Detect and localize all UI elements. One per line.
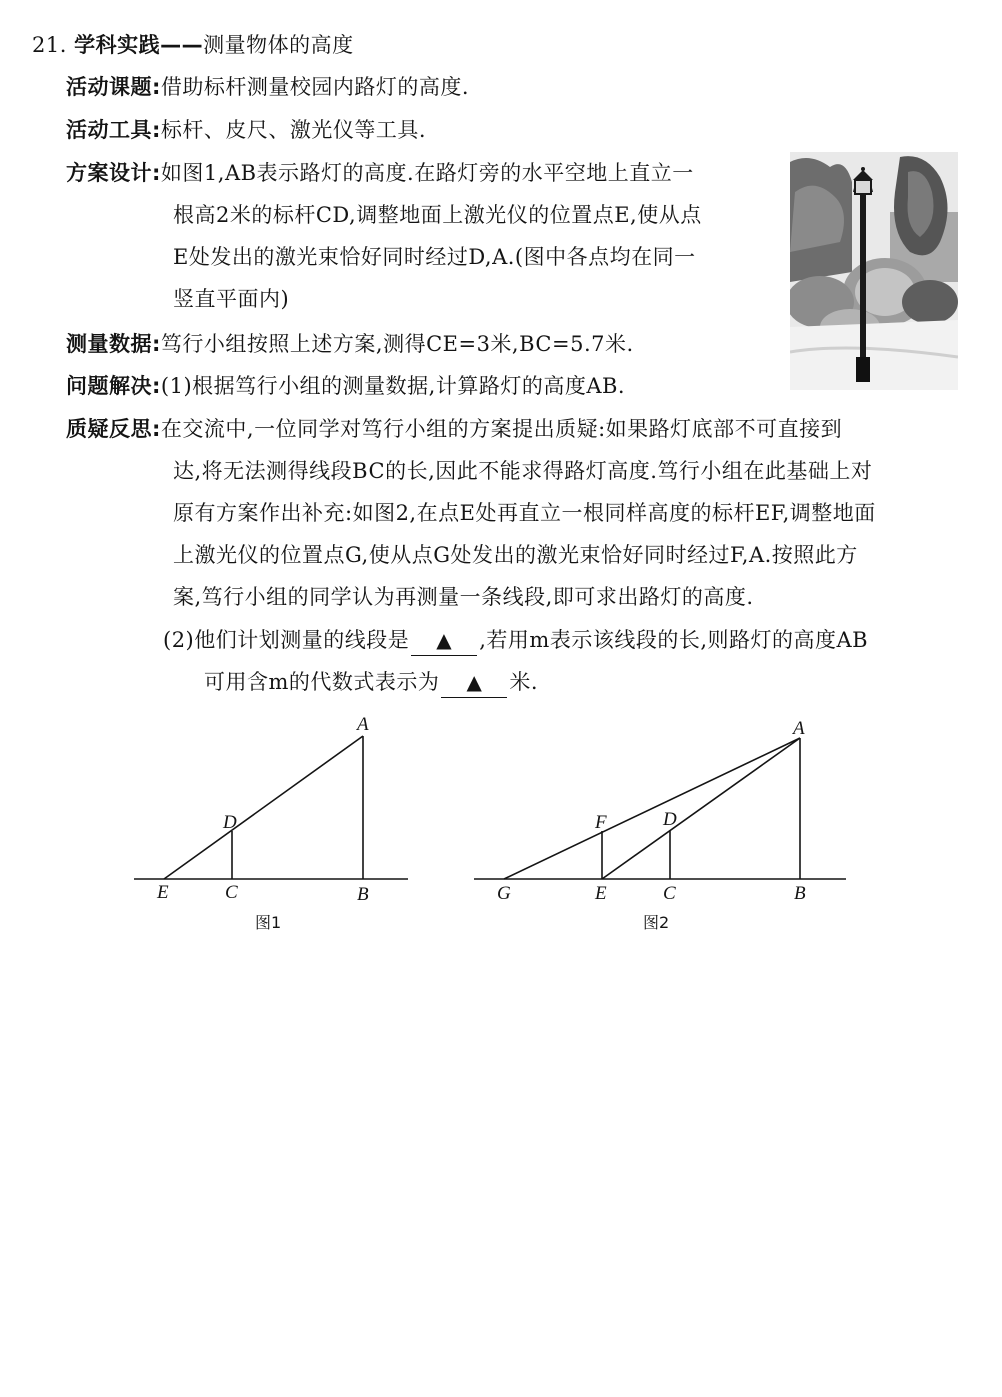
street-lamp-photo — [790, 152, 958, 390]
question-2-line-1 — [163, 625, 868, 656]
activity-topic-text: 借助标杆测量校园内路灯的高度. — [160, 75, 470, 99]
reflect-line-2: 达,将无法测得线段BC的长,因此不能求得路灯高度.笃行小组在此基础上对 — [173, 459, 873, 483]
question-2-line-2 — [204, 667, 538, 698]
design-line-1 — [66, 158, 694, 188]
beam-line-ea — [602, 738, 800, 879]
activity-topic-label: 活动课题: — [66, 75, 161, 99]
label-c: C — [663, 883, 676, 904]
label-e: E — [157, 882, 169, 903]
beam-line-ga — [504, 738, 800, 879]
problem-number: 21. — [32, 33, 67, 57]
reflect-line-3: 原有方案作出补充:如图2,在点E处再直立一根同样高度的标杆EF,调整地面 — [173, 501, 876, 525]
label-f: F — [595, 812, 607, 833]
label-d: D — [223, 812, 237, 833]
figure-2 — [468, 710, 853, 910]
problem-solving — [66, 371, 625, 401]
triangle-icon: ▲ — [436, 628, 453, 652]
q2-part-b: ,若用m表示该线段的长,则路灯的高度AB — [479, 628, 869, 652]
problem-title: 学科实践—— — [74, 33, 204, 57]
label-b: B — [357, 884, 369, 905]
figure-1-caption: 图1 — [255, 913, 282, 932]
answer-blank-2[interactable] — [441, 667, 507, 698]
figure-2-caption: 图2 — [643, 913, 670, 932]
reflect-text-1: 在交流中,一位同学对笃行小组的方案提出质疑:如果路灯底部不可直接到 — [160, 417, 843, 441]
label-e: E — [595, 883, 607, 904]
label-g: G — [497, 883, 511, 904]
design-line-4: 竖直平面内) — [173, 287, 290, 311]
q2-part-d: 米. — [509, 670, 539, 694]
problem-header — [32, 30, 354, 60]
design-text-1: 如图1,AB表示路灯的高度.在路灯旁的水平空地上直立一 — [160, 161, 694, 185]
data-label: 测量数据: — [66, 332, 161, 356]
reflect-line-1 — [66, 414, 842, 444]
design-label: 方案设计: — [66, 161, 161, 185]
solve-label: 问题解决: — [66, 374, 161, 398]
design-line-2: 根高2米的标杆CD,调整地面上激光仪的位置点E,使从点 — [173, 203, 702, 227]
figure-1 — [130, 710, 420, 910]
measurement-data — [66, 329, 634, 359]
design-line-3: E处发出的激光束恰好同时经过D,A.(图中各点均在同一 — [173, 245, 696, 269]
label-d: D — [663, 809, 677, 830]
q2-part-a: (2)他们计划测量的线段是 — [163, 628, 410, 652]
reflect-label: 质疑反思: — [66, 417, 161, 441]
problem-subtitle: 测量物体的高度 — [203, 33, 354, 57]
activity-tools-text: 标杆、皮尺、激光仪等工具. — [160, 118, 427, 142]
beam-line-ea — [164, 736, 363, 879]
reflect-line-4: 上激光仪的位置点G,使从点G处发出的激光束恰好同时经过F,A.按照此方 — [173, 543, 858, 567]
reflect-line-5: 案,笃行小组的同学认为再测量一条线段,即可求出路灯的高度. — [173, 585, 754, 609]
triangle-icon: ▲ — [466, 670, 483, 694]
label-b: B — [794, 883, 806, 904]
activity-topic — [66, 72, 469, 102]
activity-tools-label: 活动工具: — [66, 118, 161, 142]
solve-text: (1)根据笃行小组的测量数据,计算路灯的高度AB. — [160, 374, 626, 398]
activity-tools — [66, 115, 426, 145]
answer-blank-1[interactable] — [411, 625, 477, 656]
label-c: C — [225, 882, 238, 903]
label-a: A — [357, 714, 369, 735]
label-a: A — [793, 718, 805, 739]
data-text: 笃行小组按照上述方案,测得CE=3米,BC=5.7米. — [160, 332, 634, 356]
q2-part-c: 可用含m的代数式表示为 — [204, 670, 440, 694]
